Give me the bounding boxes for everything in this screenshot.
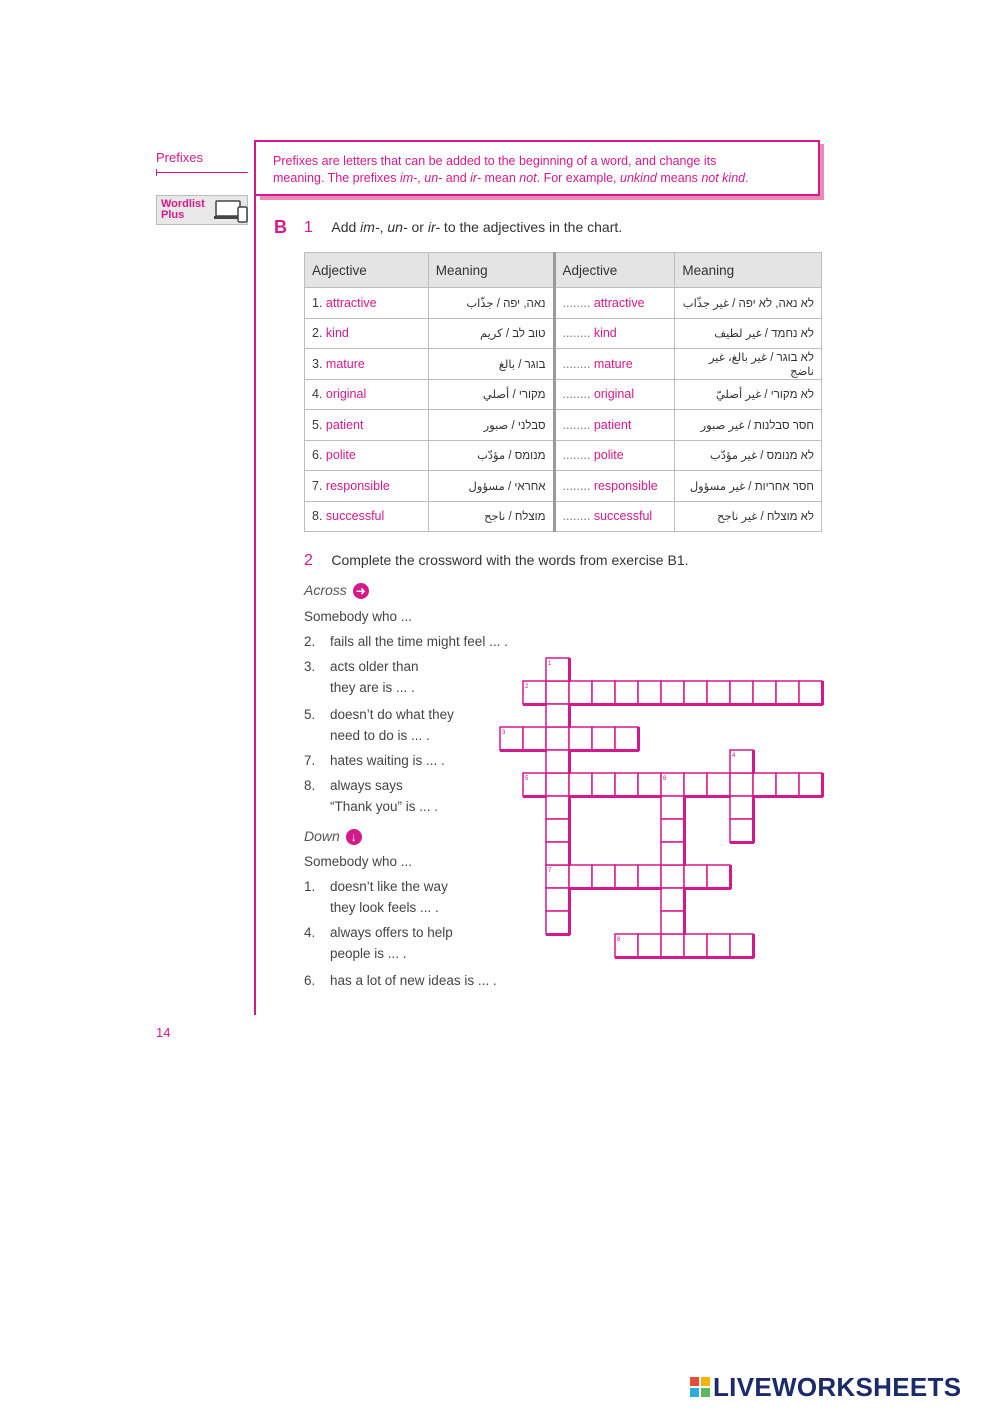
cell-shadow <box>752 819 755 843</box>
crossword-cell[interactable] <box>707 934 730 957</box>
meaning-cell: מנומס / مؤدّب <box>428 440 554 471</box>
crossword-number: 2 <box>525 684 529 690</box>
adjective-cell: 7. responsible <box>305 471 429 502</box>
crossword-cell[interactable] <box>592 773 615 796</box>
cell-shadow <box>569 795 593 798</box>
negative-meaning-cell: לא נאה, לא יפה / غير جذّاب <box>675 288 822 319</box>
negative-meaning-cell: חסר אחריות / غير مسؤول <box>675 471 822 502</box>
arrow-down-icon: ↓ <box>346 829 362 845</box>
cell-shadow <box>821 773 824 797</box>
cell-shadow <box>707 956 731 959</box>
meaning-cell: בוגר / بالغ <box>428 349 554 380</box>
margin-rule <box>254 140 256 1015</box>
cell-shadow <box>569 887 593 890</box>
cell-shadow <box>730 956 754 959</box>
crossword-cell[interactable] <box>523 727 546 750</box>
cell-shadow <box>799 703 823 706</box>
cell-shadow <box>500 749 524 752</box>
table-row <box>305 501 822 532</box>
crossword-cell[interactable] <box>592 727 615 750</box>
crossword-number: 1 <box>548 661 552 667</box>
cell-shadow <box>546 933 570 936</box>
cell-shadow <box>568 750 571 774</box>
crossword-number: 3 <box>502 730 506 736</box>
crossword-cell[interactable] <box>799 681 822 704</box>
crossword-cell[interactable] <box>661 842 684 865</box>
crossword-number: 4 <box>732 753 736 759</box>
cell-shadow <box>592 749 616 752</box>
crossword-cell[interactable] <box>546 704 569 727</box>
exercise-1-heading: 1 Add im-, un- or ir- to the adjectives in the chart. <box>304 219 623 236</box>
header-meaning-2: Meaning <box>675 253 822 288</box>
adjective-chart <box>304 252 822 532</box>
crossword-cell[interactable] <box>638 681 661 704</box>
cell-shadow <box>637 727 640 751</box>
devices-icon <box>214 198 248 224</box>
across-intro: Somebody who ... <box>304 609 413 624</box>
cell-shadow <box>523 795 547 798</box>
cell-shadow <box>752 796 755 820</box>
negative-meaning-cell: חסר סבלנות / غير صبور <box>675 410 822 441</box>
crossword-cell[interactable] <box>799 773 822 796</box>
cell-shadow <box>523 749 547 752</box>
crossword-cell[interactable] <box>684 934 707 957</box>
cell-shadow <box>683 888 686 912</box>
table-row <box>305 318 822 349</box>
crossword-cell[interactable] <box>776 681 799 704</box>
crossword-cell[interactable] <box>546 727 569 750</box>
cell-shadow <box>569 749 593 752</box>
liveworksheets-logo: LIVEWORKSHEETS <box>690 1372 961 1403</box>
cell-shadow <box>799 795 823 798</box>
negative-adjective-cell[interactable]: ........ mature <box>554 349 675 380</box>
cell-shadow <box>776 703 800 706</box>
crossword-cell[interactable] <box>730 681 753 704</box>
crossword-cell[interactable] <box>661 911 684 934</box>
negative-adjective-cell[interactable]: ........ attractive <box>554 288 675 319</box>
crossword-number: 7 <box>548 868 552 874</box>
crossword-cell[interactable] <box>569 681 592 704</box>
adjective-cell: 8. successful <box>305 501 429 532</box>
crossword-cell[interactable] <box>546 750 569 773</box>
down-heading: Down ↓ <box>304 828 362 846</box>
adjective-cell: 3. mature <box>305 349 429 380</box>
page-number: 14 <box>156 1025 171 1040</box>
cell-shadow <box>615 703 639 706</box>
table-header-row <box>305 253 822 288</box>
cell-shadow <box>592 703 616 706</box>
cell-shadow <box>753 795 777 798</box>
table-row <box>305 471 822 502</box>
wordlist-plus-button[interactable] <box>156 195 248 225</box>
cell-shadow <box>752 934 755 958</box>
cell-shadow <box>568 842 571 866</box>
cell-shadow <box>776 795 800 798</box>
prefix-info-box <box>256 140 820 196</box>
negative-adjective-cell[interactable]: ........ responsible <box>554 471 675 502</box>
cell-shadow <box>683 796 686 820</box>
meaning-cell: מוצלח / ناجح <box>428 501 554 532</box>
crossword-cell[interactable] <box>546 796 569 819</box>
table-row <box>305 379 822 410</box>
cell-shadow <box>729 865 732 889</box>
divider <box>156 172 248 173</box>
crossword-cell[interactable] <box>730 773 753 796</box>
crossword-cell[interactable] <box>546 888 569 911</box>
crossword-number: 8 <box>617 937 621 943</box>
down-clue: 1. doesn’t like the way they look feels ... . <box>304 879 448 915</box>
cell-shadow <box>707 887 731 890</box>
table-row <box>305 410 822 441</box>
cell-shadow <box>683 819 686 843</box>
crossword-cell[interactable] <box>684 865 707 888</box>
cell-shadow <box>568 796 571 820</box>
cell-shadow <box>707 703 731 706</box>
crossword-cell[interactable] <box>707 681 730 704</box>
table-row <box>305 349 822 380</box>
section-title: Prefixes <box>156 150 203 165</box>
negative-meaning-cell: לא מקורי / غير أصليّ <box>675 379 822 410</box>
cell-shadow <box>683 911 686 935</box>
across-clue: 8. always says “Thank you” is ... . <box>304 778 439 814</box>
header-adjective-2: Adjective <box>554 253 675 288</box>
cell-shadow <box>661 956 685 959</box>
crossword-cell[interactable] <box>684 681 707 704</box>
negative-adjective-cell[interactable]: ........ successful <box>554 501 675 532</box>
cell-shadow <box>523 703 547 706</box>
crossword-cell[interactable] <box>707 773 730 796</box>
header-adjective: Adjective <box>305 253 429 288</box>
cell-shadow <box>707 795 731 798</box>
adjective-cell: 2. kind <box>305 318 429 349</box>
table-row <box>305 288 822 319</box>
crossword-cell[interactable] <box>638 865 661 888</box>
cell-shadow <box>638 703 662 706</box>
crossword-grid <box>498 656 828 966</box>
crossword-cell[interactable] <box>592 681 615 704</box>
cell-shadow <box>568 704 571 728</box>
crossword-cell[interactable] <box>569 865 592 888</box>
section-letter: B <box>274 217 287 237</box>
crossword-cell[interactable] <box>638 773 661 796</box>
crossword-cell[interactable] <box>730 934 753 957</box>
crossword-cell[interactable] <box>615 727 638 750</box>
cell-shadow <box>683 842 686 866</box>
cell-shadow <box>661 703 685 706</box>
crossword-number: 6 <box>663 776 667 782</box>
crossword-cell[interactable] <box>684 773 707 796</box>
crossword-cell[interactable] <box>638 934 661 957</box>
cell-shadow <box>638 795 662 798</box>
crossword-cell[interactable] <box>615 865 638 888</box>
crossword-number: 5 <box>525 776 529 782</box>
cell-shadow <box>753 703 777 706</box>
crossword-cell[interactable] <box>776 773 799 796</box>
cell-shadow <box>615 956 639 959</box>
cell-shadow <box>684 703 708 706</box>
cell-shadow <box>568 658 571 682</box>
meaning-cell: מקורי / أصلي <box>428 379 554 410</box>
meaning-cell: אחראי / مسؤول <box>428 471 554 502</box>
logo-icon <box>690 1377 710 1397</box>
crossword-cell[interactable] <box>546 681 569 704</box>
cell-shadow <box>730 703 754 706</box>
wordlist-label: Wordlist Plus <box>161 198 205 221</box>
crossword-cell[interactable] <box>661 865 684 888</box>
cell-shadow <box>568 819 571 843</box>
across-heading: Across ➜ <box>304 582 369 600</box>
across-clue: 5. doesn’t do what they need to do is ... . <box>304 707 454 743</box>
adjective-cell: 1. attractive <box>305 288 429 319</box>
negative-meaning-cell: לא בוגר / غير بالغ، غير ناضج <box>675 349 822 380</box>
info-line-1: Prefixes are letters that can be added to the beginning of a word, and change its <box>273 154 717 168</box>
crossword-cell[interactable] <box>546 842 569 865</box>
meaning-cell: טוב לב / كريم <box>428 318 554 349</box>
adjective-cell: 5. patient <box>305 410 429 441</box>
info-line-2: meaning. The prefixes im-, un- and ir- mean not. For example, unkind means not kind. <box>273 170 749 185</box>
negative-meaning-cell: לא מוצלח / غير ناجح <box>675 501 822 532</box>
cell-shadow <box>684 887 708 890</box>
crossword-cell[interactable] <box>753 681 776 704</box>
negative-adjective-cell[interactable]: ........ patient <box>554 410 675 441</box>
arrow-right-icon: ➜ <box>353 583 369 599</box>
cell-shadow <box>638 887 662 890</box>
cell-shadow <box>638 956 662 959</box>
crossword-cell[interactable] <box>661 888 684 911</box>
crossword-cell[interactable] <box>546 773 569 796</box>
table-row <box>305 440 822 471</box>
negative-adjective-cell[interactable]: ........ polite <box>554 440 675 471</box>
adjective-cell: 4. original <box>305 379 429 410</box>
down-clue: 6. has a lot of new ideas is ... . <box>304 973 497 988</box>
crossword-cell[interactable] <box>661 681 684 704</box>
exercise-2-heading: 2 Complete the crossword with the words from exercise B1. <box>304 552 689 569</box>
cell-shadow <box>821 681 824 705</box>
negative-meaning-cell: לא נחמד / غير لطيف <box>675 318 822 349</box>
cell-shadow <box>752 750 755 774</box>
crossword-cell[interactable] <box>615 773 638 796</box>
crossword-cell[interactable] <box>707 865 730 888</box>
across-clue: 3. acts older than they are is ... . <box>304 659 419 695</box>
crossword-cell[interactable] <box>546 819 569 842</box>
crossword-cell[interactable] <box>753 773 776 796</box>
cell-shadow <box>568 911 571 935</box>
header-meaning: Meaning <box>428 253 554 288</box>
cell-shadow <box>730 841 754 844</box>
crossword-cell[interactable] <box>592 865 615 888</box>
crossword-cell[interactable] <box>546 911 569 934</box>
down-clue: 4. always offers to help people is ... . <box>304 925 453 961</box>
cell-shadow <box>592 887 616 890</box>
crossword-cell[interactable] <box>730 819 753 842</box>
meaning-cell: נאה, יפה / جذّاب <box>428 288 554 319</box>
down-intro: Somebody who ... <box>304 854 413 869</box>
crossword-cell[interactable] <box>615 681 638 704</box>
crossword-cell[interactable] <box>569 773 592 796</box>
adjective-cell: 6. polite <box>305 440 429 471</box>
crossword-cell[interactable] <box>661 819 684 842</box>
crossword-cell[interactable] <box>569 727 592 750</box>
crossword-cell[interactable] <box>661 934 684 957</box>
negative-adjective-cell[interactable]: ........ kind <box>554 318 675 349</box>
crossword-cell[interactable] <box>730 796 753 819</box>
cell-shadow <box>615 749 639 752</box>
cell-shadow <box>569 703 593 706</box>
cell-shadow <box>684 956 708 959</box>
across-clue: 7. hates waiting is ... . <box>304 753 445 768</box>
cell-shadow <box>568 888 571 912</box>
negative-meaning-cell: לא מנומס / غير مؤدّب <box>675 440 822 471</box>
cell-shadow <box>592 795 616 798</box>
negative-adjective-cell[interactable]: ........ original <box>554 379 675 410</box>
across-clue: 2. fails all the time might feel ... . <box>304 634 508 649</box>
cell-shadow <box>684 795 708 798</box>
crossword-cell[interactable] <box>661 796 684 819</box>
cell-shadow <box>615 795 639 798</box>
meaning-cell: סבלני / صبور <box>428 410 554 441</box>
cell-shadow <box>615 887 639 890</box>
